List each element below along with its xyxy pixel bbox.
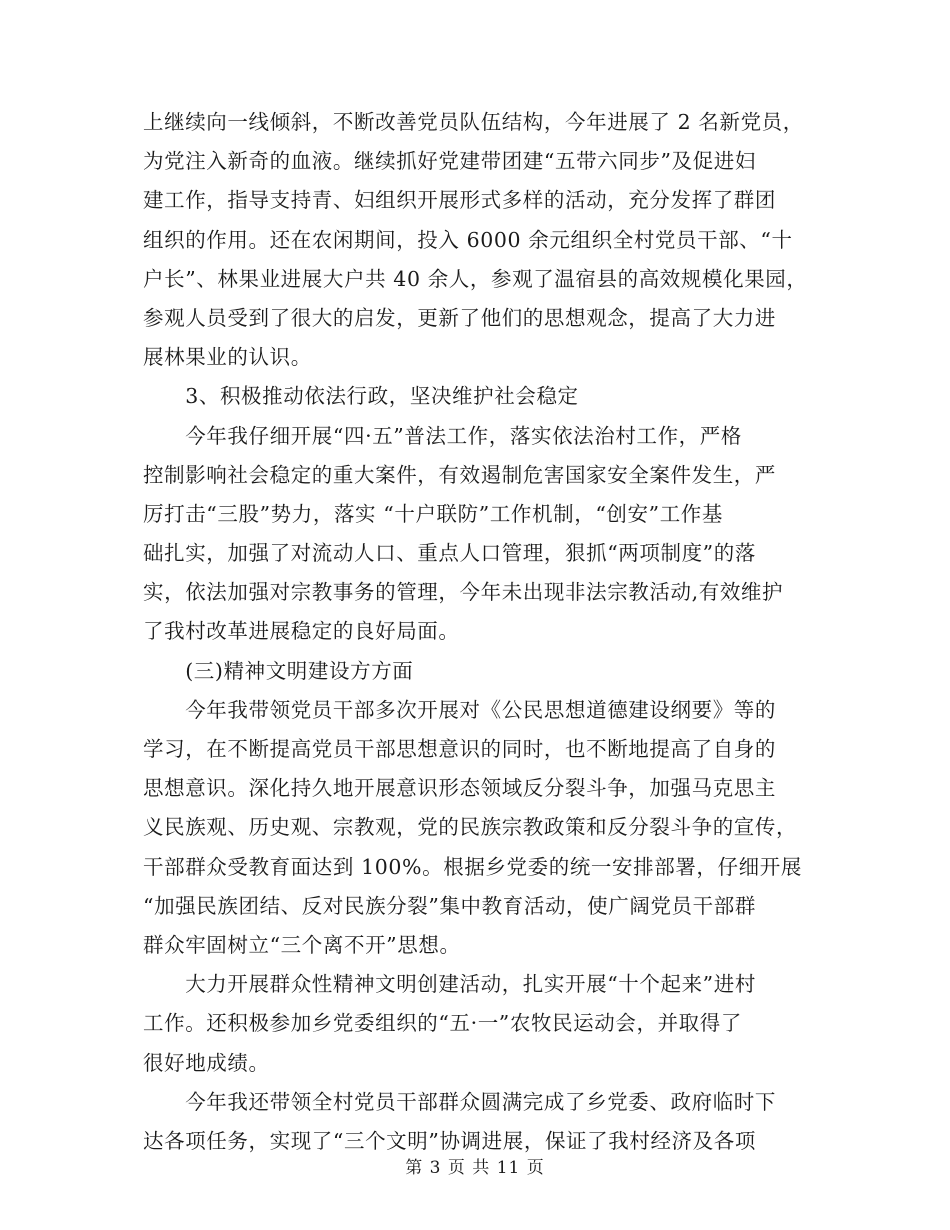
text-line: “加强民族团结、反对民族分裂”集中教育活动，使广阔党员干部群 [143,893,756,918]
text-line: 学习，在不断提高党员干部思想意识的同时，也不断地提高了自身的 [143,737,776,761]
text-line: 建工作，指导支持青、妇组织开展形式多样的活动，充分发挥了群团 [143,188,776,213]
text-line: 义民族观、历史观、宗教观，党的民族宗教政策和反分裂斗争的宣传， [143,815,798,840]
text-line: 很好地成绩。 [143,1050,270,1075]
text-line: 今年我带领党员干部多次开展对《公民思想道德建设纲要》等的 [143,697,776,722]
text-line: 群众牢固树立“三个离不开”思想。 [143,932,461,957]
text-line: 了我村改革进展稳定的良好局面。 [143,619,460,644]
section-heading: 3、积极推动依法行政，坚决维护社会稳定 [143,384,579,409]
section-heading: (三)精神文明建设方方面 [143,658,414,683]
text-line: 础扎实，加强了对流动人口、重点人口管理，狠抓“两项制度”的落 [143,541,756,566]
text-line: 今年我仔细开展“四·五”普法工作，落实依法治村工作，严格 [143,423,742,448]
text-line: 工作。还积极参加乡党委组织的“五·一”农牧民运动会，并取得了 [143,1011,742,1036]
text-line: 实，依法加强对宗教事务的管理，今年未出现非法宗教活动,有效维护 [143,580,784,605]
text-line: 组织的作用。还在农闲期间，投入 6000 余元组织全村党员干部、“十 [143,227,793,252]
text-line: 思想意识。深化持久地开展意识形态领域反分裂斗争，加强马克思主 [143,776,776,801]
text-line: 干部群众受教育面达到 100%。根据乡党委的统一安排部署，仔细开展 [143,854,802,879]
text-line: 控制影响社会稳定的重大案件，有效遏制危害国家安全案件发生，严 [143,462,776,487]
text-line: 展林果业的认识。 [143,345,312,370]
text-line: 厉打击“三股”势力，落实 “十户联防”工作机制，“创安”工作基 [143,501,723,526]
text-line: 达各项任务，实现了“三个文明”协调进展，保证了我村经济及各项 [143,1128,756,1153]
body-text [143,103,811,1161]
text-line: 为党注入新奇的血液。继续抓好党建带团建“五带六同步”及促进妇 [143,149,756,174]
page-footer: 第 3 页 共 11 页 [405,1158,545,1178]
text-line: 户长”、林果业进展大户共 40 余人，参观了温宿县的高效规模化果园， [143,266,808,291]
text-line: 大力开展群众性精神文明创建活动，扎实开展“十个起来”进村 [143,972,756,997]
text-line: 参观人员受到了很大的启发，更新了他们的思想观念，提高了大力进 [143,305,776,330]
text-line: 今年我还带领全村党员干部群众圆满完成了乡党委、政府临时下 [143,1089,776,1114]
text-line: 上继续向一线倾斜，不断改善党员队伍结构，今年进展了 2 名新党员， [143,110,804,134]
